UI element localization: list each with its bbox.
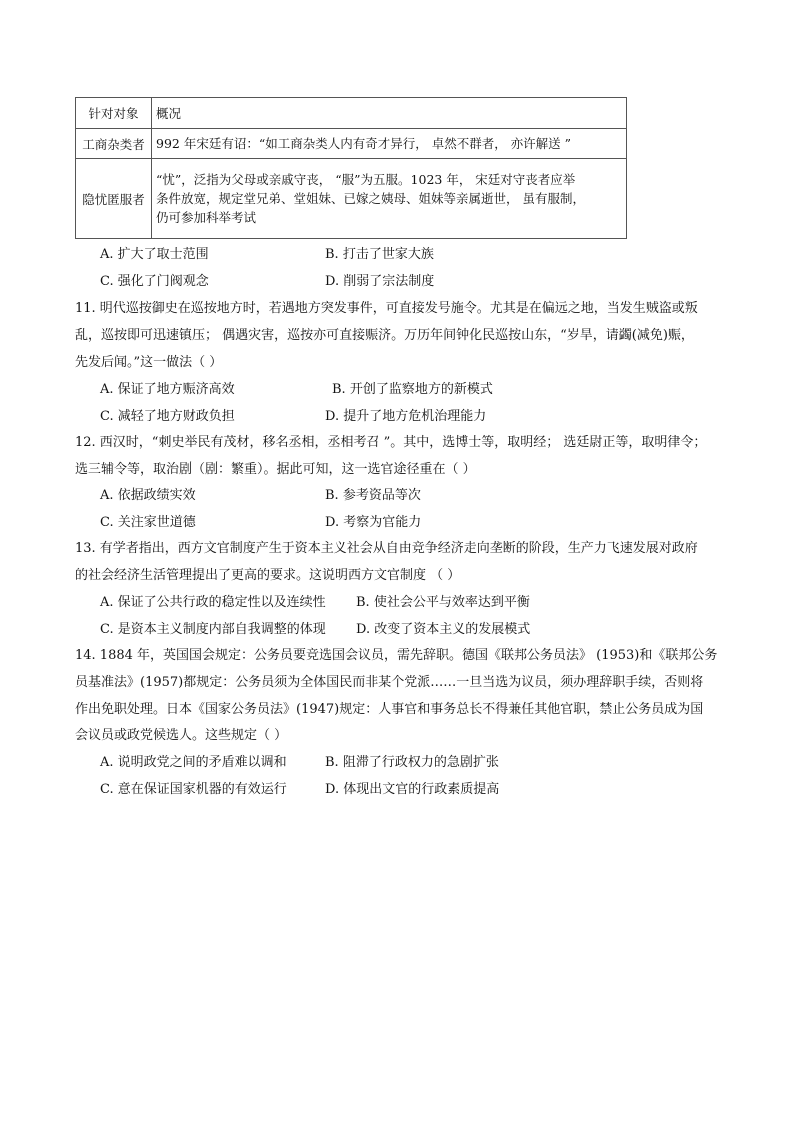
q12-option-b: B. 参考资品等次 — [325, 488, 421, 503]
q14-option-b: B. 阻滞了行政权力的急剧扩张 — [325, 755, 499, 770]
table-cell-overview — [152, 159, 627, 239]
overview-line: 仍可参加科举考试 — [156, 210, 257, 225]
table-header-row — [76, 98, 627, 129]
q13-stem-line: 的社会经济生活管理提出了更高的要求。这说明西方文官制度 （ ） — [75, 568, 461, 583]
q14-stem-line: 会议员或政党候选人。这些规定（ ） — [75, 728, 288, 743]
q11-stem-line: 11. 明代巡按御史在巡按地方时，若遇地方突发事件，可直接发号施令。尤其是在偏远之地，当发生贼盗或叛 — [75, 301, 698, 316]
q12-option-a: A. 依据政绩实效 — [100, 488, 196, 503]
q13-option-b: B. 使社会公平与效率达到平衡 — [356, 595, 530, 610]
q11-stem-line: 乱，巡按即可迅速镇压； 偶遇灾害，巡按亦可直接赈济。万历年间钟化民巡按山东，“岁旱，请蠲(减免)赈， — [75, 328, 694, 343]
q13-option-a: A. 保证了公共行政的稳定性以及连续性 — [100, 595, 326, 610]
q11-option-b: B. 开创了监察地方的新模式 — [332, 382, 493, 397]
q13-option-d: D. 改变了资本主义的发展模式 — [356, 622, 531, 637]
q14-stem-line: 员基准法》(1957)都规定：公务员须为全体国民而非某个党派……一旦当选为议员，须办理辞职手续，否则将 — [75, 675, 704, 690]
q12-option-d: D. 考察为官能力 — [325, 515, 422, 530]
overview-line: 条件放宽，规定堂兄弟、堂姐妹、已嫁之姨母、姐妹等亲属逝世， 虽有服制， — [156, 191, 585, 206]
overview-line: 992 年宋廷有诏：“如工商杂类人内有奇才异行， 卓然不群者， 亦许解送 ” — [156, 136, 572, 151]
table-cell-target: 工商杂类者 — [76, 129, 152, 159]
policy-table — [75, 97, 627, 239]
q10-option-a: A. 扩大了取士范围 — [100, 247, 209, 262]
table-cell-overview — [152, 129, 627, 159]
q14-option-d: D. 体现出文官的行政素质提高 — [325, 782, 500, 797]
q11-stem-line: 先发后闻。”这一做法（ ） — [75, 355, 223, 370]
table-row — [76, 129, 627, 159]
q14-option-a: A. 说明政党之间的矛盾难以调和 — [100, 755, 287, 770]
q14-option-c: C. 意在保证国家机器的有效运行 — [100, 782, 287, 797]
table-row — [76, 159, 627, 239]
q12-stem-line: 选三辅令等，取治剧（剧：繁重）。据此可知，这一选官途径重在（ ） — [75, 462, 476, 477]
q11-option-a: A. 保证了地方赈济高效 — [100, 382, 235, 397]
q10-option-d: D. 削弱了宗法制度 — [325, 274, 435, 289]
overview-line: “忧”，泛指为父母或亲戚守丧， “服”为五服。1023 年， 宋廷对守丧者应举 — [156, 172, 576, 187]
table-cell-target: 隐忧匿服者 — [76, 159, 152, 239]
q12-stem-line: 12. 西汉时，“刺史举民有茂材，移名丞相，丞相考召 ”。其中，选博士等，取明经； 选廷尉正等，取明律令； — [75, 435, 707, 450]
table-header-cell: 概况 — [152, 98, 627, 129]
q13-option-c: C. 是资本主义制度内部自我调整的体现 — [100, 622, 326, 637]
table-header-cell: 针对对象 — [76, 98, 152, 129]
q10-option-c: C. 强化了门阀观念 — [100, 274, 209, 289]
q11-option-c: C. 减轻了地方财政负担 — [100, 409, 235, 424]
q14-stem-line: 作出免职处理。日本《国家公务员法》(1947)规定：人事官和事务总长不得兼任其他官职，禁止公务员成为国 — [75, 702, 704, 717]
q11-option-d: D. 提升了地方危机治理能力 — [325, 409, 487, 424]
q13-stem-line: 13. 有学者指出，西方文官制度产生于资本主义社会从自由竞争经济走向垄断的阶段，生产力飞速发展对政府 — [75, 541, 698, 556]
q12-option-c: C. 关注家世道德 — [100, 515, 196, 530]
q10-option-b: B. 打击了世家大族 — [325, 247, 434, 262]
q14-stem-line: 14. 1884 年，英国国会规定：公务员要竞选国会议员，需先辞职。德国《联邦公务员法》 (1953)和《联邦公务 — [75, 648, 718, 663]
